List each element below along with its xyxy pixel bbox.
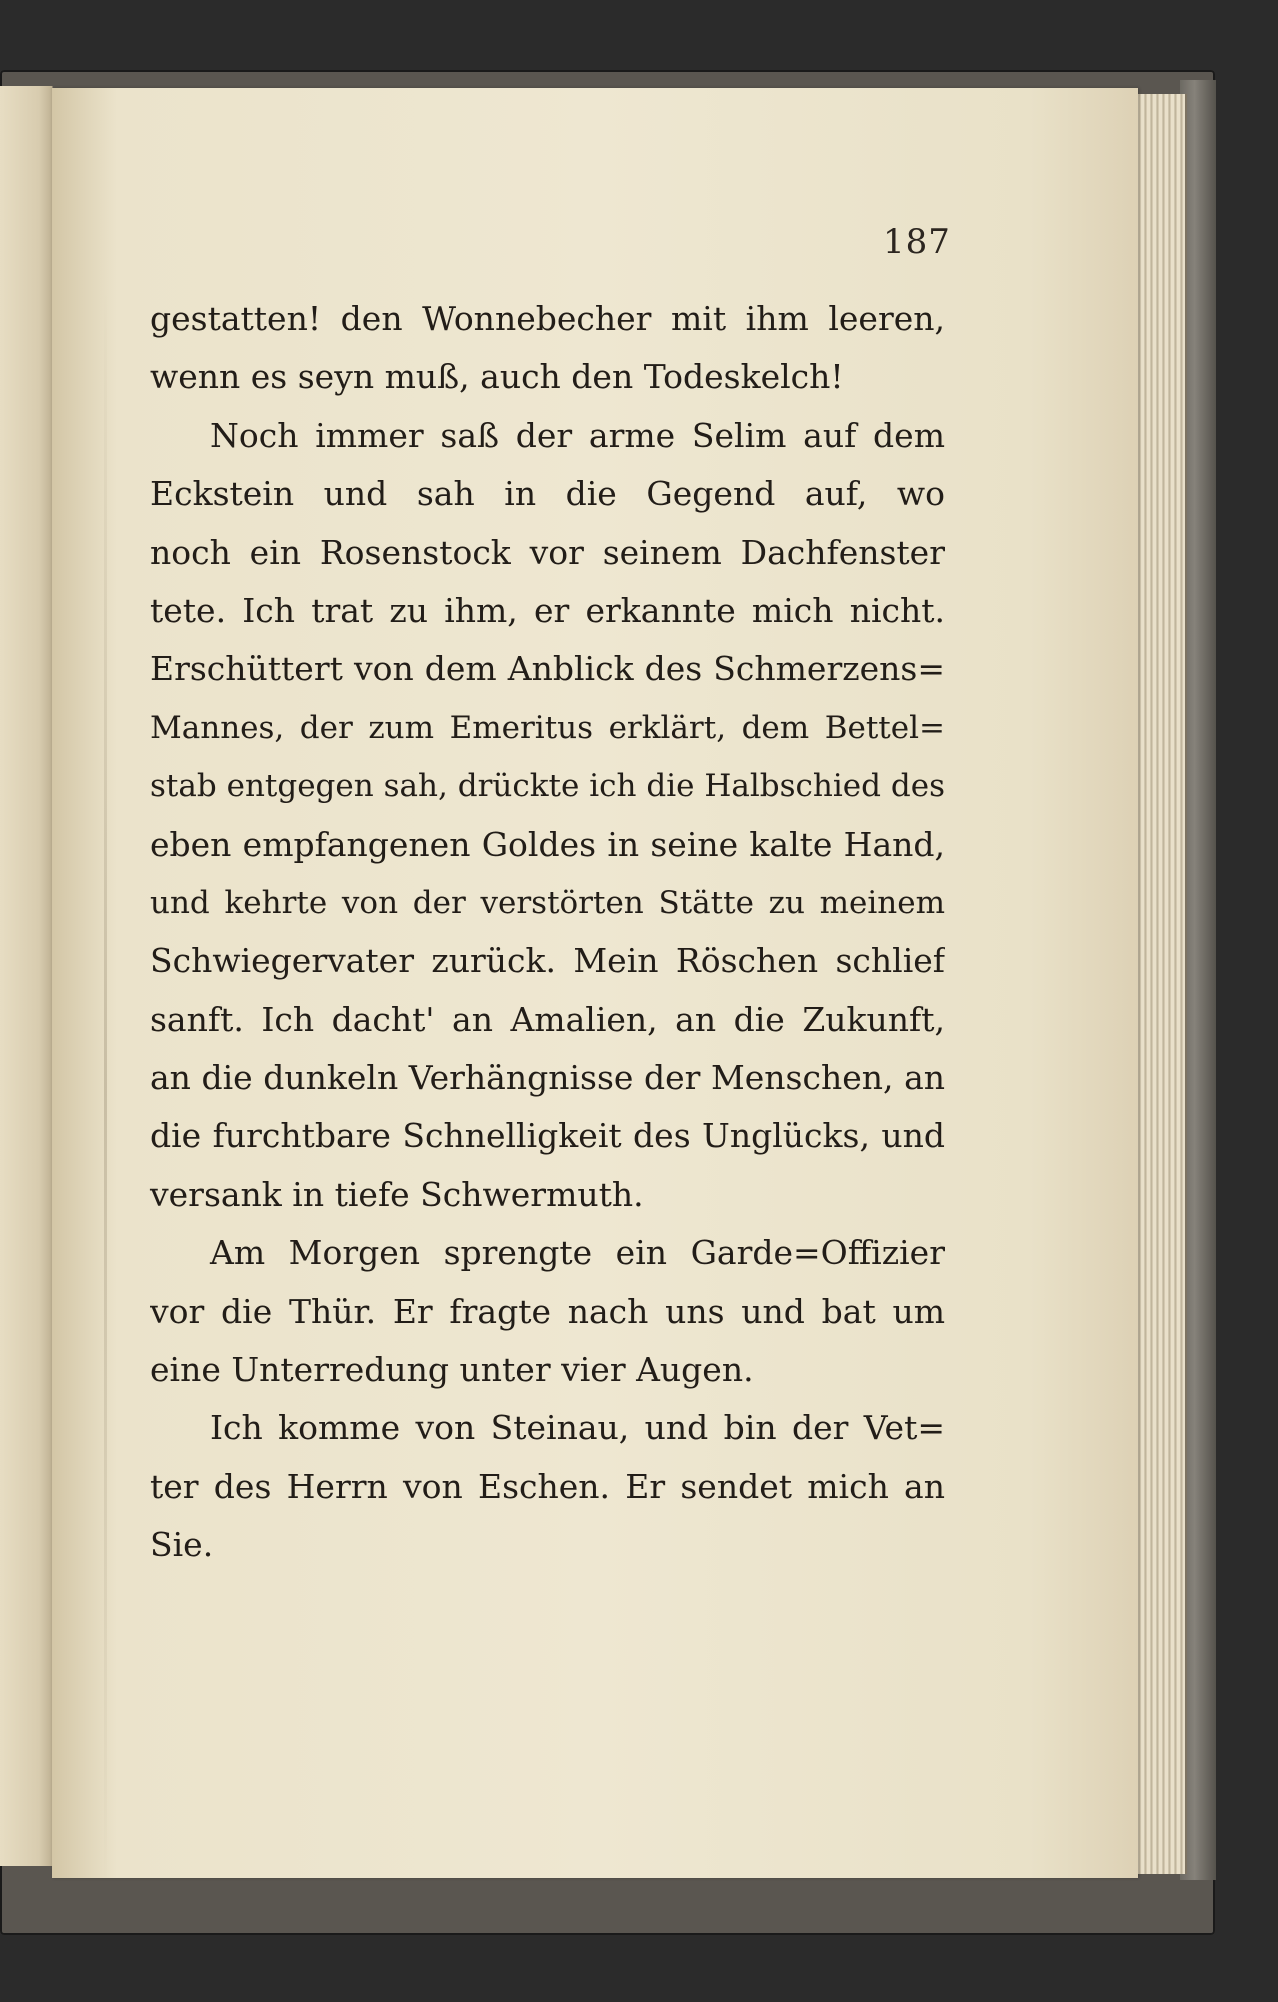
page-edges	[1135, 94, 1187, 1874]
text-line: Erschüttert von dem Anblick des Schmerzens=	[150, 649, 945, 689]
text-line: tete. Ich trat zu ihm, er erkannte mich nicht.	[150, 590, 945, 630]
text-line: versank in tiefe Schwermuth.	[150, 1174, 644, 1214]
text-line: die furchtbare Schnelligkeit des Unglücks, und	[150, 1116, 945, 1156]
text-line: gestatten! den Wonnebecher mit ihm leeren,	[150, 299, 945, 338]
text-line: ter des Herrn von Eschen. Er sendet mich an	[150, 1466, 945, 1506]
spine-shadow	[104, 288, 107, 1888]
page-number: 187	[883, 222, 951, 262]
text-line: Am Morgen sprengte ein Garde=Offizier	[210, 1233, 945, 1273]
text-line: Mannes, der zum Emeritus erklärt, dem Bettel=	[150, 709, 945, 746]
text-line: Schwiegervater zurück. Mein Röschen schlief	[150, 941, 945, 981]
text-line: Noch immer saß der arme Selim auf dem	[210, 415, 945, 455]
text-line: vor die Thür. Er fragte nach uns und bat um	[150, 1291, 945, 1331]
text-line: an die dunkeln Verhängnisse der Menschen, an	[150, 1058, 945, 1098]
text-line: Ich komme von Steinau, und bin der Vet=	[210, 1408, 945, 1448]
text-line: stab entgegen sah, drückte ich die Halbschied des	[150, 768, 945, 805]
text-line: noch ein Rosenstock vor seinem Dachfenster	[150, 532, 945, 572]
text-line: Eckstein und sah in die Gegend auf, wo	[150, 474, 945, 514]
text-line: eine Unterredung unter vier Augen.	[150, 1350, 754, 1390]
text-line: Sie.	[150, 1525, 214, 1565]
text-line: eben empfangenen Goldes in seine kalte Hand,	[150, 824, 945, 864]
left-page-margin	[0, 86, 53, 1866]
text-line: und kehrte von der verstörten Stätte zu meinem	[150, 884, 945, 921]
text-line: sanft. Ich dacht' an Amalien, an die Zukunft,	[150, 999, 945, 1039]
text-line: wenn es seyn muß, auch den Todeskelch!	[150, 357, 844, 397]
page-text	[150, 290, 945, 1575]
